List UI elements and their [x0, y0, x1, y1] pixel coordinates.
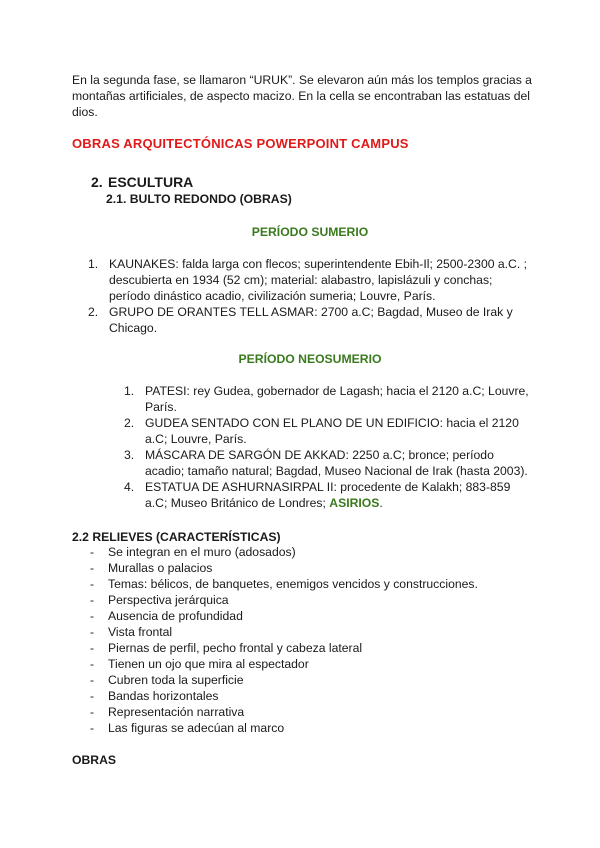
section-number: 2. — [91, 174, 103, 190]
bullet-dash: - — [90, 657, 95, 671]
bullet-dash: - — [90, 593, 95, 607]
relieves-characteristics-list — [90, 544, 510, 736]
list-item — [90, 592, 510, 608]
list-item — [124, 447, 530, 479]
list-item — [124, 383, 530, 415]
list-text: Representación narrativa — [108, 705, 245, 719]
list-item — [90, 672, 510, 688]
list-text — [145, 479, 530, 511]
list-item — [90, 576, 510, 592]
bullet-dash: - — [90, 689, 95, 703]
list-number: 3. — [124, 448, 135, 462]
list-number: 1. — [88, 257, 99, 271]
subsection-heading-bulto-redondo: 2.1. BULTO REDONDO (OBRAS) — [106, 192, 292, 206]
bullet-dash: - — [90, 673, 95, 687]
list-item — [90, 720, 510, 736]
bullet-dash: - — [90, 641, 95, 655]
list-item — [90, 656, 510, 672]
list-text: GUDEA SENTADO CON EL PLANO DE UN EDIFICIO: hacia el 2120 a.C; Louvre, París. — [145, 416, 519, 446]
list-item — [90, 560, 510, 576]
bullet-dash: - — [90, 545, 95, 559]
list-item — [90, 640, 510, 656]
list-text: Piernas de perfil, pecho frontal y cabeza lateral — [108, 641, 363, 655]
subsection-heading-relieves: 2.2 RELIEVES (CARACTERÍSTICAS) — [72, 530, 281, 544]
list-item — [88, 304, 528, 336]
period-heading-neosumerio: PERÍODO NEOSUMERIO — [238, 352, 382, 366]
list-text: Las figuras se adecúan al marco — [108, 721, 285, 735]
list-item — [90, 624, 510, 640]
list-text: KAUNAKES: falda larga con flecos; superintendente Ebih-Il; 2500-2300 a.C. ; descubierta en 1934 (52 cm); material: alabastro, lapislázuli y conchas; período dinástico acadio, civilización sumeria; Louvre, París. — [109, 257, 528, 303]
list-text: Se integran en el muro (adosados) — [108, 545, 296, 559]
list-text: Murallas o palacios — [108, 561, 213, 575]
bullet-dash: - — [90, 561, 95, 575]
list-text: MÁSCARA DE SARGÓN DE AKKAD: 2250 a.C; bronce; período acadio; tamaño natural; Bagdad, Museo Nacional de Irak (hasta 2003). — [145, 448, 528, 478]
list-number: 1. — [124, 384, 135, 398]
bullet-dash: - — [90, 625, 95, 639]
bullet-dash: - — [90, 577, 95, 591]
bullet-dash: - — [90, 609, 95, 623]
list-number: 4. — [124, 480, 135, 494]
list-item — [90, 544, 510, 560]
bullet-dash: - — [90, 721, 95, 735]
list-number: 2. — [88, 305, 99, 319]
period-heading-sumerio: PERÍODO SUMERIO — [251, 225, 369, 239]
list-item — [90, 688, 510, 704]
list-text: Perspectiva jerárquica — [108, 593, 229, 607]
powerpoint-link-heading[interactable]: OBRAS ARQUITECTÓNICAS POWERPOINT CAMPUS — [72, 136, 409, 151]
list-text: Tienen un ojo que mira al espectador — [108, 657, 309, 671]
list-text: Cubren toda la superficie — [108, 673, 244, 687]
list-item — [124, 479, 530, 511]
list-text: Bandas horizontales — [108, 689, 219, 703]
neosumerio-works-list — [124, 383, 530, 511]
bullet-dash: - — [90, 705, 95, 719]
section-title: ESCULTURA — [108, 174, 194, 190]
list-item — [124, 415, 530, 447]
list-item — [90, 704, 510, 720]
intro-paragraph: En la segunda fase, se llamaron “URUK”. Se elevaron aún más los templos gracias a montañas artificiales, de aspecto macizo. En la cella se encontraban las estatuas del dios. — [72, 73, 532, 119]
sumerio-works-list — [88, 256, 528, 336]
section-heading-escultura — [91, 174, 193, 190]
list-text: PATESI: rey Gudea, gobernador de Lagash; hacia el 2120 a.C; Louvre, París. — [145, 384, 529, 414]
list-item — [90, 608, 510, 624]
obras-heading: OBRAS — [72, 753, 117, 767]
list-text-main: ESTATUA DE ASHURNASIRPAL II: procedente de Kalakh; 883-859 a.C; Museo Británico de Londres; — [145, 480, 511, 510]
list-number: 2. — [124, 416, 135, 430]
list-text: Ausencia de profundidad — [108, 609, 243, 623]
list-item — [88, 256, 528, 304]
list-text: Vista frontal — [108, 625, 173, 639]
list-text-tail: . — [379, 496, 383, 510]
list-text: GRUPO DE ORANTES TELL ASMAR: 2700 a.C; Bagdad, Museo de Irak y Chicago. — [109, 305, 513, 335]
asirios-highlight: ASIRIOS — [329, 496, 380, 510]
list-text: Temas: bélicos, de banquetes, enemigos vencidos y construcciones. — [108, 577, 478, 591]
